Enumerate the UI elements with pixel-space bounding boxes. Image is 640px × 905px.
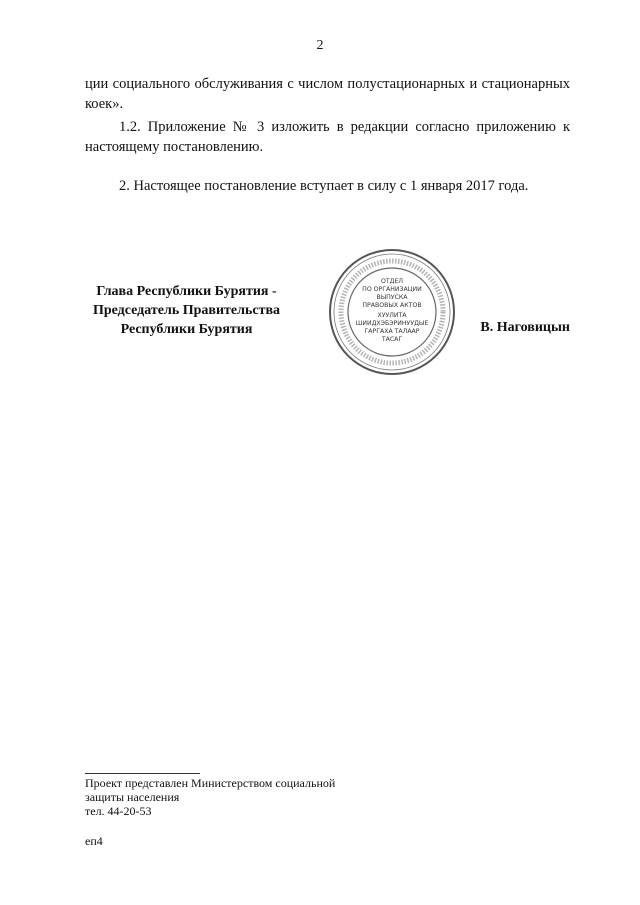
seal-text-line: ХУУЛИТА	[377, 312, 407, 319]
footnote-divider	[85, 773, 200, 774]
seal-text-line: ПРАВОВЫХ АКТОВ	[362, 302, 422, 309]
document-code: еп4	[85, 834, 103, 848]
signatory-name: В. Наговицын	[480, 320, 570, 335]
seal-text-line: ПО ОРГАНИЗАЦИИ	[362, 286, 422, 293]
footnote-line: Проект представлен Министерством социальной	[85, 776, 336, 790]
seal-text-line: ШИИДХЭБЭРИНУУДЫЕ	[355, 320, 429, 327]
official-seal-stamp	[327, 247, 457, 377]
page-number: 2	[316, 38, 324, 53]
paragraph-effective-date: 2. Настоящее постановление вступает в силу с 1 января 2017 года.	[119, 178, 529, 194]
footnote	[85, 776, 385, 818]
seal-text-line: ОТДЕЛ	[380, 278, 404, 285]
paragraph-amendment: 1.2. Приложение № 3 изложить в редакции согласно приложению к настоящему постановлению.	[85, 119, 570, 155]
footnote-phone: тел. 44-20-53	[85, 804, 152, 818]
seal-text-line: ТАСАГ	[381, 336, 403, 343]
footnote-line: защиты населения	[85, 790, 180, 804]
signatory-title-line: Республики Бурятия	[120, 322, 253, 337]
signatory-title	[85, 282, 288, 339]
seal-text-line: ВЫПУСКА	[376, 294, 408, 301]
signatory-title-line: Глава Республики Бурятия -	[96, 284, 277, 299]
paragraph-continuation: ции социального обслуживания с числом полустационарных и стационарных коек».	[85, 76, 570, 112]
signatory-title-line: Председатель Правительства	[92, 303, 281, 318]
seal-text-line: ГАРГАХА ТАЛААР	[364, 328, 420, 335]
